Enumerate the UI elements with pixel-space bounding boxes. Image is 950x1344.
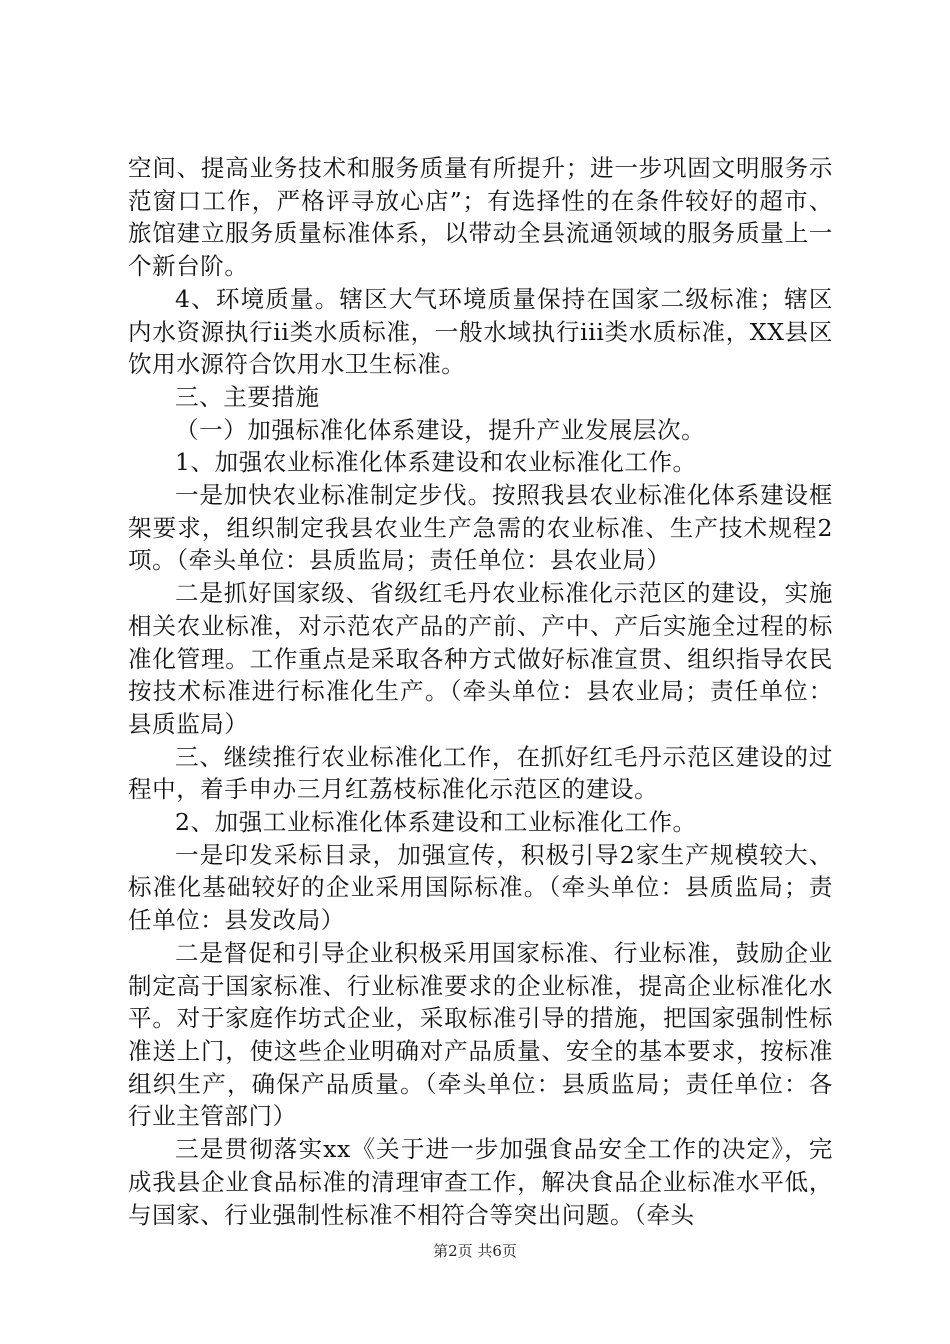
paragraph: 空间、提高业务技术和服务质量有所提升；进一步巩固文明服务示范窗口工作，严格评寻放心店”；有选择性的在条件较好的超市、旅馆建立服务质量标准体系，以带动全县流通领域的服务质量上一个新台阶。	[128, 154, 833, 281]
document-body	[128, 152, 833, 1231]
item-heading: 1、加强农业标准化体系建设和农业标准化工作。	[175, 448, 697, 477]
page-number-footer: 第2页 共6页	[433, 1242, 517, 1260]
paragraph: 三、继续推行农业标准化工作，在抓好红毛丹示范区建设的过程中，着手申办三月红荔枝标准化示范区的建设。	[128, 742, 833, 804]
paragraph: 一是加快农业标准制定步伐。按照我县农业标准化体系建设框架要求，组织制定我县农业生产急需的农业标准、生产技术规程2项。（牵头单位：县质监局；责任单位：县农业局）	[128, 481, 833, 575]
paragraph: 一是印发采标目录，加强宣传，积极引导2家生产规模较大、标准化基础较好的企业采用国际标准。（牵头单位：县质监局；责任单位：县发改局）	[128, 840, 833, 935]
item-heading: 2、加强工业标准化体系建设和工业标准化工作。	[175, 808, 697, 837]
subsection-heading: （一）加强标准化体系建设，提升产业发展层次。	[175, 415, 706, 444]
paragraph: 二是督促和引导企业积极采用国家标准、行业标准，鼓励企业制定高于国家标准、行业标准要求的企业标准，提高企业标准化水平。对于家庭作坊式企业，采取标准引导的措施，把国家强制性标准送上门，使这些企业明确对产品质量、安全的基本要求，按标准组织生产，确保产品质量。（牵头单位：县质监局；责任单位：各行业主管部门）	[128, 938, 833, 1131]
section-heading: 三、主要措施	[175, 382, 320, 411]
paragraph: 4、环境质量。辖区大气环境质量保持在国家二级标准；辖区内水资源执行ii类水质标准，一般水域执行iii类水质标准，XX县区饮用水源符合饮用水卫生标准。	[128, 284, 833, 379]
paragraph: 二是抓好国家级、省级红毛丹农业标准化示范区的建设，实施相关农业标准，对示范农产品的产前、产中、产后实施全过程的标准化管理。工作重点是采取各种方式做好标准宣贯、组织指导农民按技术标准进行标准化生产。（牵头单位：县农业局；责任单位：县质监局）	[128, 579, 833, 738]
paragraph: 三是贯彻落实xx《关于进一步加强食品安全工作的决定》，完成我县企业食品标准的清理审查工作，解决食品企业标准水平低，与国家、行业强制性标准不相符合等突出问题。（牵头	[128, 1135, 833, 1229]
